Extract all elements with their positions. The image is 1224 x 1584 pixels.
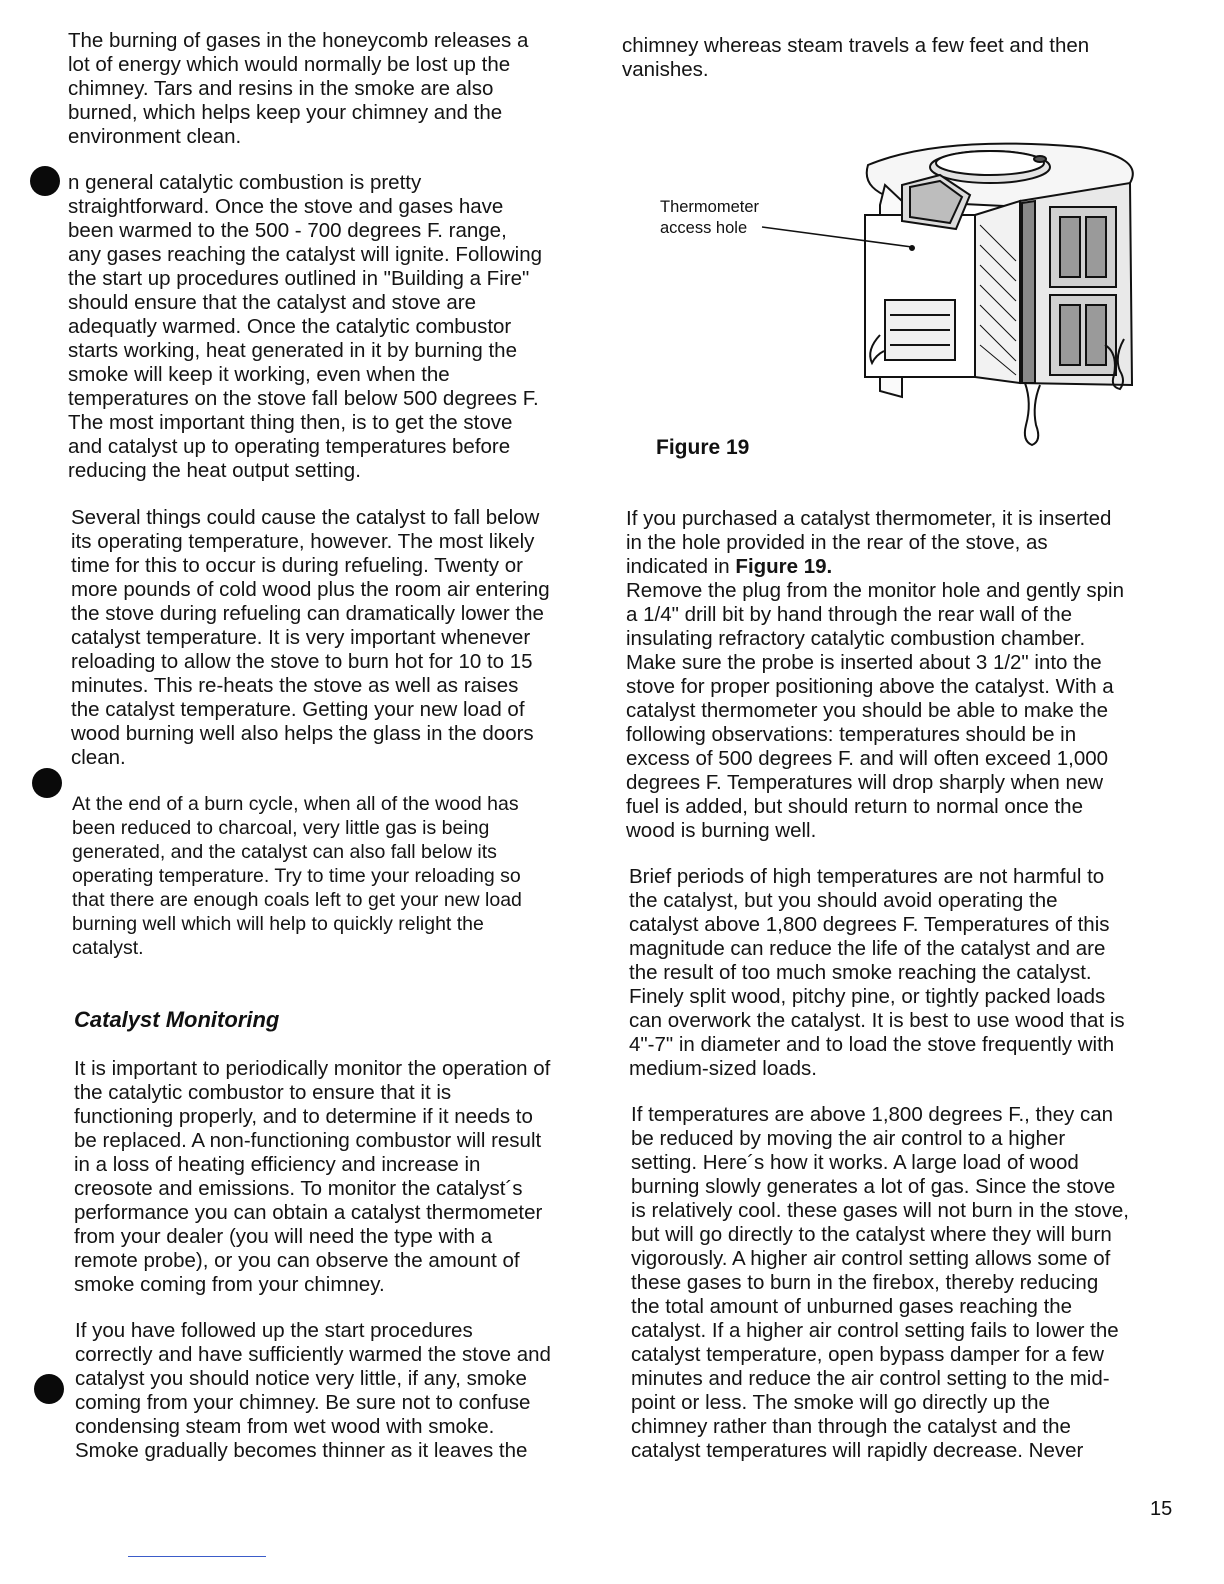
- paragraph-burn-cycle-end: At the end of a burn cycle, when all of the wood has been reduced to charcoal, very little gas is being generated, and the catalyst can also fall below its operating temperature. Try to time your reloading so that there are enough coals left to get your new load burning well which will help to quickly relight the catalyst.: [72, 793, 522, 959]
- paragraph-monitoring-importance: It is important to periodically monitor the operation of the catalytic combustor to ensure that it is functioning properly, and to determine if it needs to be replaced. A non-functioning combustor will result in a loss of heating efficiency and increase in creosote and emissions. To monitor the catalyst´s performance you can obtain a catalyst thermometer from your dealer (you will need the type with a remote probe), or you can observe the amount of smoke coming from your chimney.: [74, 1057, 551, 1296]
- binder-hole-mark: [34, 1374, 64, 1404]
- binder-hole-mark: [32, 768, 62, 798]
- paragraph-smoke-observation: If you have followed up the start procedures correctly and have sufficiently warmed the stove and catalyst you should notice very little, if any, smoke coming from your chimney. Be sure not to confuse condensing steam from wet wood with smoke. Smoke gradually becomes thinner as it leaves the: [75, 1319, 551, 1462]
- stove-illustration: [640, 135, 1180, 455]
- footer-rule: [128, 1556, 266, 1557]
- figure-reference: Figure 19.: [735, 555, 833, 578]
- paragraph-thermometer-intro: If you purchased a catalyst thermometer, it is inserted in the hole provided in the rear of the stove, as indicated in: [626, 507, 1112, 578]
- paragraph-falling-temperature: Several things could cause the catalyst to fall below its operating temperature, however. The most likely time for this to occur is during refueling. Twenty or more pounds of cold wood plus the room air entering the stove during refueling can dramatically lower the catalyst temperature. It is very important whenever reloading to allow the stove to burn hot for 10 to 15 minutes. This re-heats the stove as well as raises the catalyst temperature. Getting your new load of wood burning well also helps the glass in the doors clean.: [71, 506, 550, 769]
- paragraph-thermometer-install: [626, 507, 1124, 843]
- paragraph-combustion-energy: The burning of gases in the honeycomb releases a lot of energy which would normally be lost up the chimney. Tars and resins in the smoke are also burned, which helps keep your chimney and the environment clean.: [68, 29, 529, 148]
- paragraph-high-temperatures: Brief periods of high temperatures are not harmful to the catalyst, but you should avoid operating the catalyst above 1,800 degrees F. Temperatures of this magnitude can reduce the life of the catalyst and are the result of too much smoke reaching the catalyst. Finely split wood, pitchy pine, or tightly packed loads can overwork the catalyst. It is best to use wood that is 4"-7" in diameter and to load the stove frequently with medium-sized loads.: [629, 865, 1125, 1080]
- paragraph-reduce-temperature: If temperatures are above 1,800 degrees F., they can be reduced by moving the air control to a higher setting. Here´s how it works. A large load of wood burning slowly generates a lot of gas. Since the stove is relatively cool. these gases will not burn in the stove, but will go directly to the catalyst where they will burn vigorously. A higher air control setting allows some of these gases to burn in the firebox, thereby reducing the total amount of unburned gases reaching the catalyst. If a higher air control setting fails to lower the catalyst temperature, open bypass damper for a few minutes and reduce the air control setting to the mid- point or less. The smoke will go directly up the chimney rather than through the catalyst and the catalyst temperatures will rapidly decrease. Never: [631, 1103, 1129, 1462]
- section-heading-catalyst-monitoring: Catalyst Monitoring: [74, 1007, 280, 1032]
- page-number: 15: [1150, 1498, 1173, 1520]
- paragraph-steam-vanishes: chimney whereas steam travels a few feet and then vanishes.: [622, 34, 1090, 81]
- paragraph-thermometer-steps: Remove the plug from the monitor hole and gently spin a 1/4" drill bit by hand through the rear wall of the insulating refractory catalytic combustion chamber. Make sure the probe is inserted about 3 1/2" into the stove for proper positioning above the catalyst. With a catalyst thermometer you should be able to make the following observations: temperatures should be in excess of 500 degrees F. and will often exceed 1,000 degrees F. Temperatures will drop sharply when new fuel is added, but should return to normal once the wood is burning well.: [626, 579, 1124, 842]
- binder-hole-mark: [30, 166, 60, 196]
- paragraph-catalytic-combustion: n general catalytic combustion is pretty straightforward. Once the stove and gases have been warmed to the 500 - 700 degrees F. range, any gases reaching the catalyst will ignite. Following the start up procedures outlined in "Building a Fire" should ensure that the catalyst and stove are adequatly warmed. Once the catalytic combustor starts working, heat generated in it by burning the smoke will keep it working, even when the temperatures on the stove fall below 500 degrees F. The most important thing then, is to get the stove and catalyst up to operating temperatures before reducing the heat output setting.: [68, 171, 543, 482]
- figure-callout-label: Thermometer access hole: [660, 198, 760, 237]
- figure-caption: Figure 19: [656, 436, 750, 459]
